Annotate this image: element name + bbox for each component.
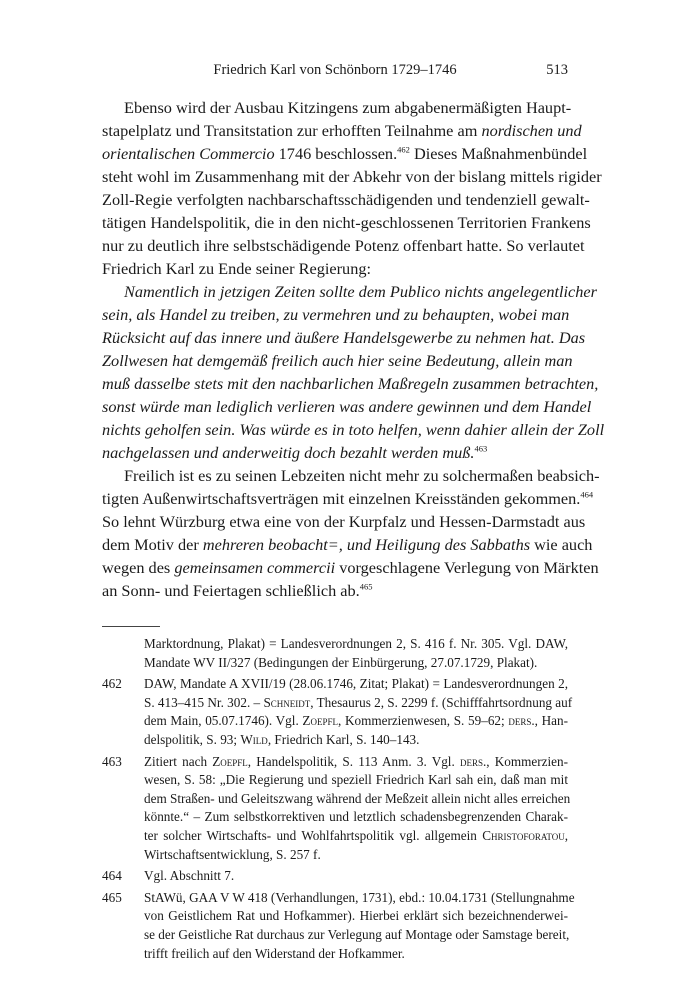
text-run: , Thesaurus 2, S. 2299 f. (Schifffahrtsordnung auf xyxy=(310,694,573,710)
footnote-line: wesen, S. 58: „Die Regierung und speziell Friedrich Karl sah ein, daß man mit xyxy=(144,772,568,788)
text-line xyxy=(102,142,588,165)
footnote-ref[interactable]: 463 xyxy=(474,443,488,454)
author-name: Zoepfl xyxy=(302,713,338,729)
page-content xyxy=(102,58,605,966)
text-run: tigten Außenwirtschaftsverträgen mit einzelnen Kreisständen gekommen. xyxy=(102,489,581,508)
quote-line xyxy=(102,303,568,326)
text-line xyxy=(102,579,568,602)
author-name: Zoepfl xyxy=(212,753,248,769)
main-text xyxy=(102,96,605,602)
text-line xyxy=(102,556,599,579)
author-name: ders. xyxy=(459,753,487,769)
text-run: , Friedrich Karl, S. 140–143. xyxy=(267,731,420,747)
footnote-line xyxy=(144,827,568,846)
text-line: tätigen Handelspolitik, die in den nicht-geschlossenen Territorien Frankens xyxy=(102,213,591,232)
footnote-line: könnte.“ – Zum selbstkorrektiven und letztlich schadensbegrenzenden Charak- xyxy=(144,809,568,825)
author-name: Christoforatou xyxy=(482,827,565,843)
footnote-463 xyxy=(102,753,571,865)
text-run: Dieses Maßnahmenbündel xyxy=(409,144,588,163)
paragraph xyxy=(102,96,602,280)
quote-line xyxy=(102,280,597,303)
text-run: dem Main, 05.07.1746). Vgl. xyxy=(144,713,303,729)
text-run: Zitiert nach xyxy=(144,753,213,769)
footnote-line: Vgl. Abschnitt 7. xyxy=(144,868,235,884)
footnotes xyxy=(102,635,575,963)
text-run: vorgeschlagene Verlegung von Märkten xyxy=(335,558,599,577)
footnote-ref[interactable]: 465 xyxy=(359,581,373,592)
author-name: ders. xyxy=(508,713,535,729)
footnote-number: 462 xyxy=(102,676,122,692)
italic-run: nordischen und xyxy=(481,121,582,140)
text-line xyxy=(102,119,582,142)
text-run: , Kommerzienwesen, S. 59–62; xyxy=(337,713,509,729)
footnote-line: dem Straßen- und Geleitszwang während der Meßzeit allein nicht alles erreichen xyxy=(144,790,571,806)
text-line: Ebenso wird der Ausbau Kitzingens zum abgabenermäßigten Haupt- xyxy=(124,98,572,117)
author-name: Wild xyxy=(240,731,268,747)
text-line: Zoll-Regie verfolgten nachbarschaftsschädigenden und tendenziell gewalt- xyxy=(102,190,590,209)
text-run: 1746 beschlossen. xyxy=(274,144,398,163)
text-run: dem Motiv der xyxy=(102,535,203,554)
italic-run: nachgelassen und anderweitig doch bezahlt werden muß. xyxy=(102,443,475,462)
running-head-title: Friedrich Karl von Schönborn 1729–1746 xyxy=(213,62,457,78)
footnote-number: 465 xyxy=(102,889,122,905)
text-line: So lehnt Würzburg etwa eine von der Kurpfalz und Hessen-Darmstadt aus xyxy=(102,512,586,531)
italic-run: sonst würde man lediglich verlieren was andere gewinnen und dem Handel xyxy=(102,397,592,416)
text-run: S. 413–415 Nr. 302. – xyxy=(144,694,264,710)
italic-run: gemeinsamen commercii xyxy=(174,558,336,577)
italic-run: Namentlich in jetzigen Zeiten sollte dem Publico nichts angelegentlicher xyxy=(124,282,597,301)
text-run: , Handelspolitik, S. 113 Anm. 3. Vgl. xyxy=(247,753,460,769)
author-name: Schneidt xyxy=(263,694,311,710)
italic-run: Rücksicht auf das innere und äußere Handelsgewerbe zu nehmen hat. Das xyxy=(102,328,586,347)
page-number: 513 xyxy=(546,62,568,78)
text-line: steht wohl im Zusammenhang mit der Abkehr von der bislang mittels rigider xyxy=(102,167,602,186)
footnote-line: Wirtschaftsentwicklung, S. 257 f. xyxy=(144,846,321,862)
text-run: , Kommerzien- xyxy=(486,753,569,769)
text-run: stapelplatz und Transitstation zur erhofften Teilnahme am xyxy=(102,121,482,140)
footnote-464 xyxy=(102,867,568,886)
text-run: wie auch xyxy=(530,535,593,554)
footnote-divider xyxy=(102,626,160,627)
paragraph xyxy=(102,464,600,602)
text-line xyxy=(102,533,593,556)
footnote-number: 463 xyxy=(102,753,122,769)
block-quote xyxy=(102,280,605,464)
footnote-462 xyxy=(102,675,573,749)
footnote-line xyxy=(144,694,573,713)
footnote-line xyxy=(144,731,568,750)
text-line: Freilich ist es zu seinen Lebzeiten nicht mehr zu solchermaßen beabsich- xyxy=(124,466,600,485)
text-run: delspolitik, S. 93; xyxy=(144,731,241,747)
text-run: wegen des xyxy=(102,558,175,577)
footnote-line: StAWü, GAA V W 418 (Verhandlungen, 1731), ebd.: 10.04.1731 (Stellungnahme xyxy=(144,889,575,905)
italic-run: nichts geholfen sein. Was würde es in toto helfen, wenn dahier allein der Zoll xyxy=(102,420,605,439)
text-line: nur zu deutlich ihre selbstschädigende Potenz offenbart hatte. So verlautet xyxy=(102,236,585,255)
italic-run: orientalischen Commercio xyxy=(102,144,275,163)
quote-line xyxy=(102,349,573,372)
running-head xyxy=(102,58,568,82)
italic-run: sein, als Handel zu treiben, zu vermehren und zu behaupten, wobei man xyxy=(102,305,570,324)
footnote-number: 464 xyxy=(102,868,122,884)
italic-run: Zollwesen hat demgemäß freilich auch hier seine Bedeutung, allein man xyxy=(102,351,573,370)
quote-line xyxy=(102,441,568,464)
text-run: , Han- xyxy=(534,713,568,729)
text-run: ter solcher Wirtschafts- und Wohlfahrtspolitik vgl. allgemein xyxy=(144,827,483,843)
italic-run: mehreren beobacht=, und Heiligung des Sabbaths xyxy=(202,535,531,554)
quote-line xyxy=(102,418,605,441)
footnote-continuation xyxy=(102,635,568,672)
text-line: Friedrich Karl zu Ende seiner Regierung: xyxy=(102,259,371,278)
text-run: an Sonn- und Feiertagen schließlich ab. xyxy=(102,581,360,600)
footnote-line xyxy=(144,753,568,772)
quote-line xyxy=(102,372,599,395)
text-run: , xyxy=(564,827,568,843)
footnote-line: se der Geistliche Rat durchaus zur Verlegung auf Montage oder Samstage bereit, xyxy=(144,926,570,942)
footnote-line: Mandate WV II/327 (Bedingungen der Einbürgerung, 27.07.1729, Plakat). xyxy=(144,654,538,670)
footnote-ref[interactable]: 464 xyxy=(580,489,594,500)
quote-line xyxy=(102,326,586,349)
footnote-line: Marktordnung, Plakat) = Landesverordnungen 2, S. 416 f. Nr. 305. Vgl. DAW, xyxy=(144,636,568,651)
italic-run: muß dasselbe stets mit den nachbarlichen Maßregeln zusammen betrachten, xyxy=(102,374,599,393)
footnote-465 xyxy=(102,889,575,963)
footnote-line xyxy=(144,712,568,731)
quote-line xyxy=(102,395,592,418)
text-line xyxy=(102,487,594,510)
footnote-line: DAW, Mandate A XVII/19 (28.06.1746, Zitat; Plakat) = Landesverordnungen 2, xyxy=(144,676,568,692)
footnote-line: von Geistlichem Rat und Hofkammer). Hierbei erklärt sich bezeichnenderwei- xyxy=(144,908,568,924)
footnote-line: trifft freilich auf den Widerstand der Hofkammer. xyxy=(144,945,405,961)
footnote-ref[interactable]: 462 xyxy=(397,144,410,155)
